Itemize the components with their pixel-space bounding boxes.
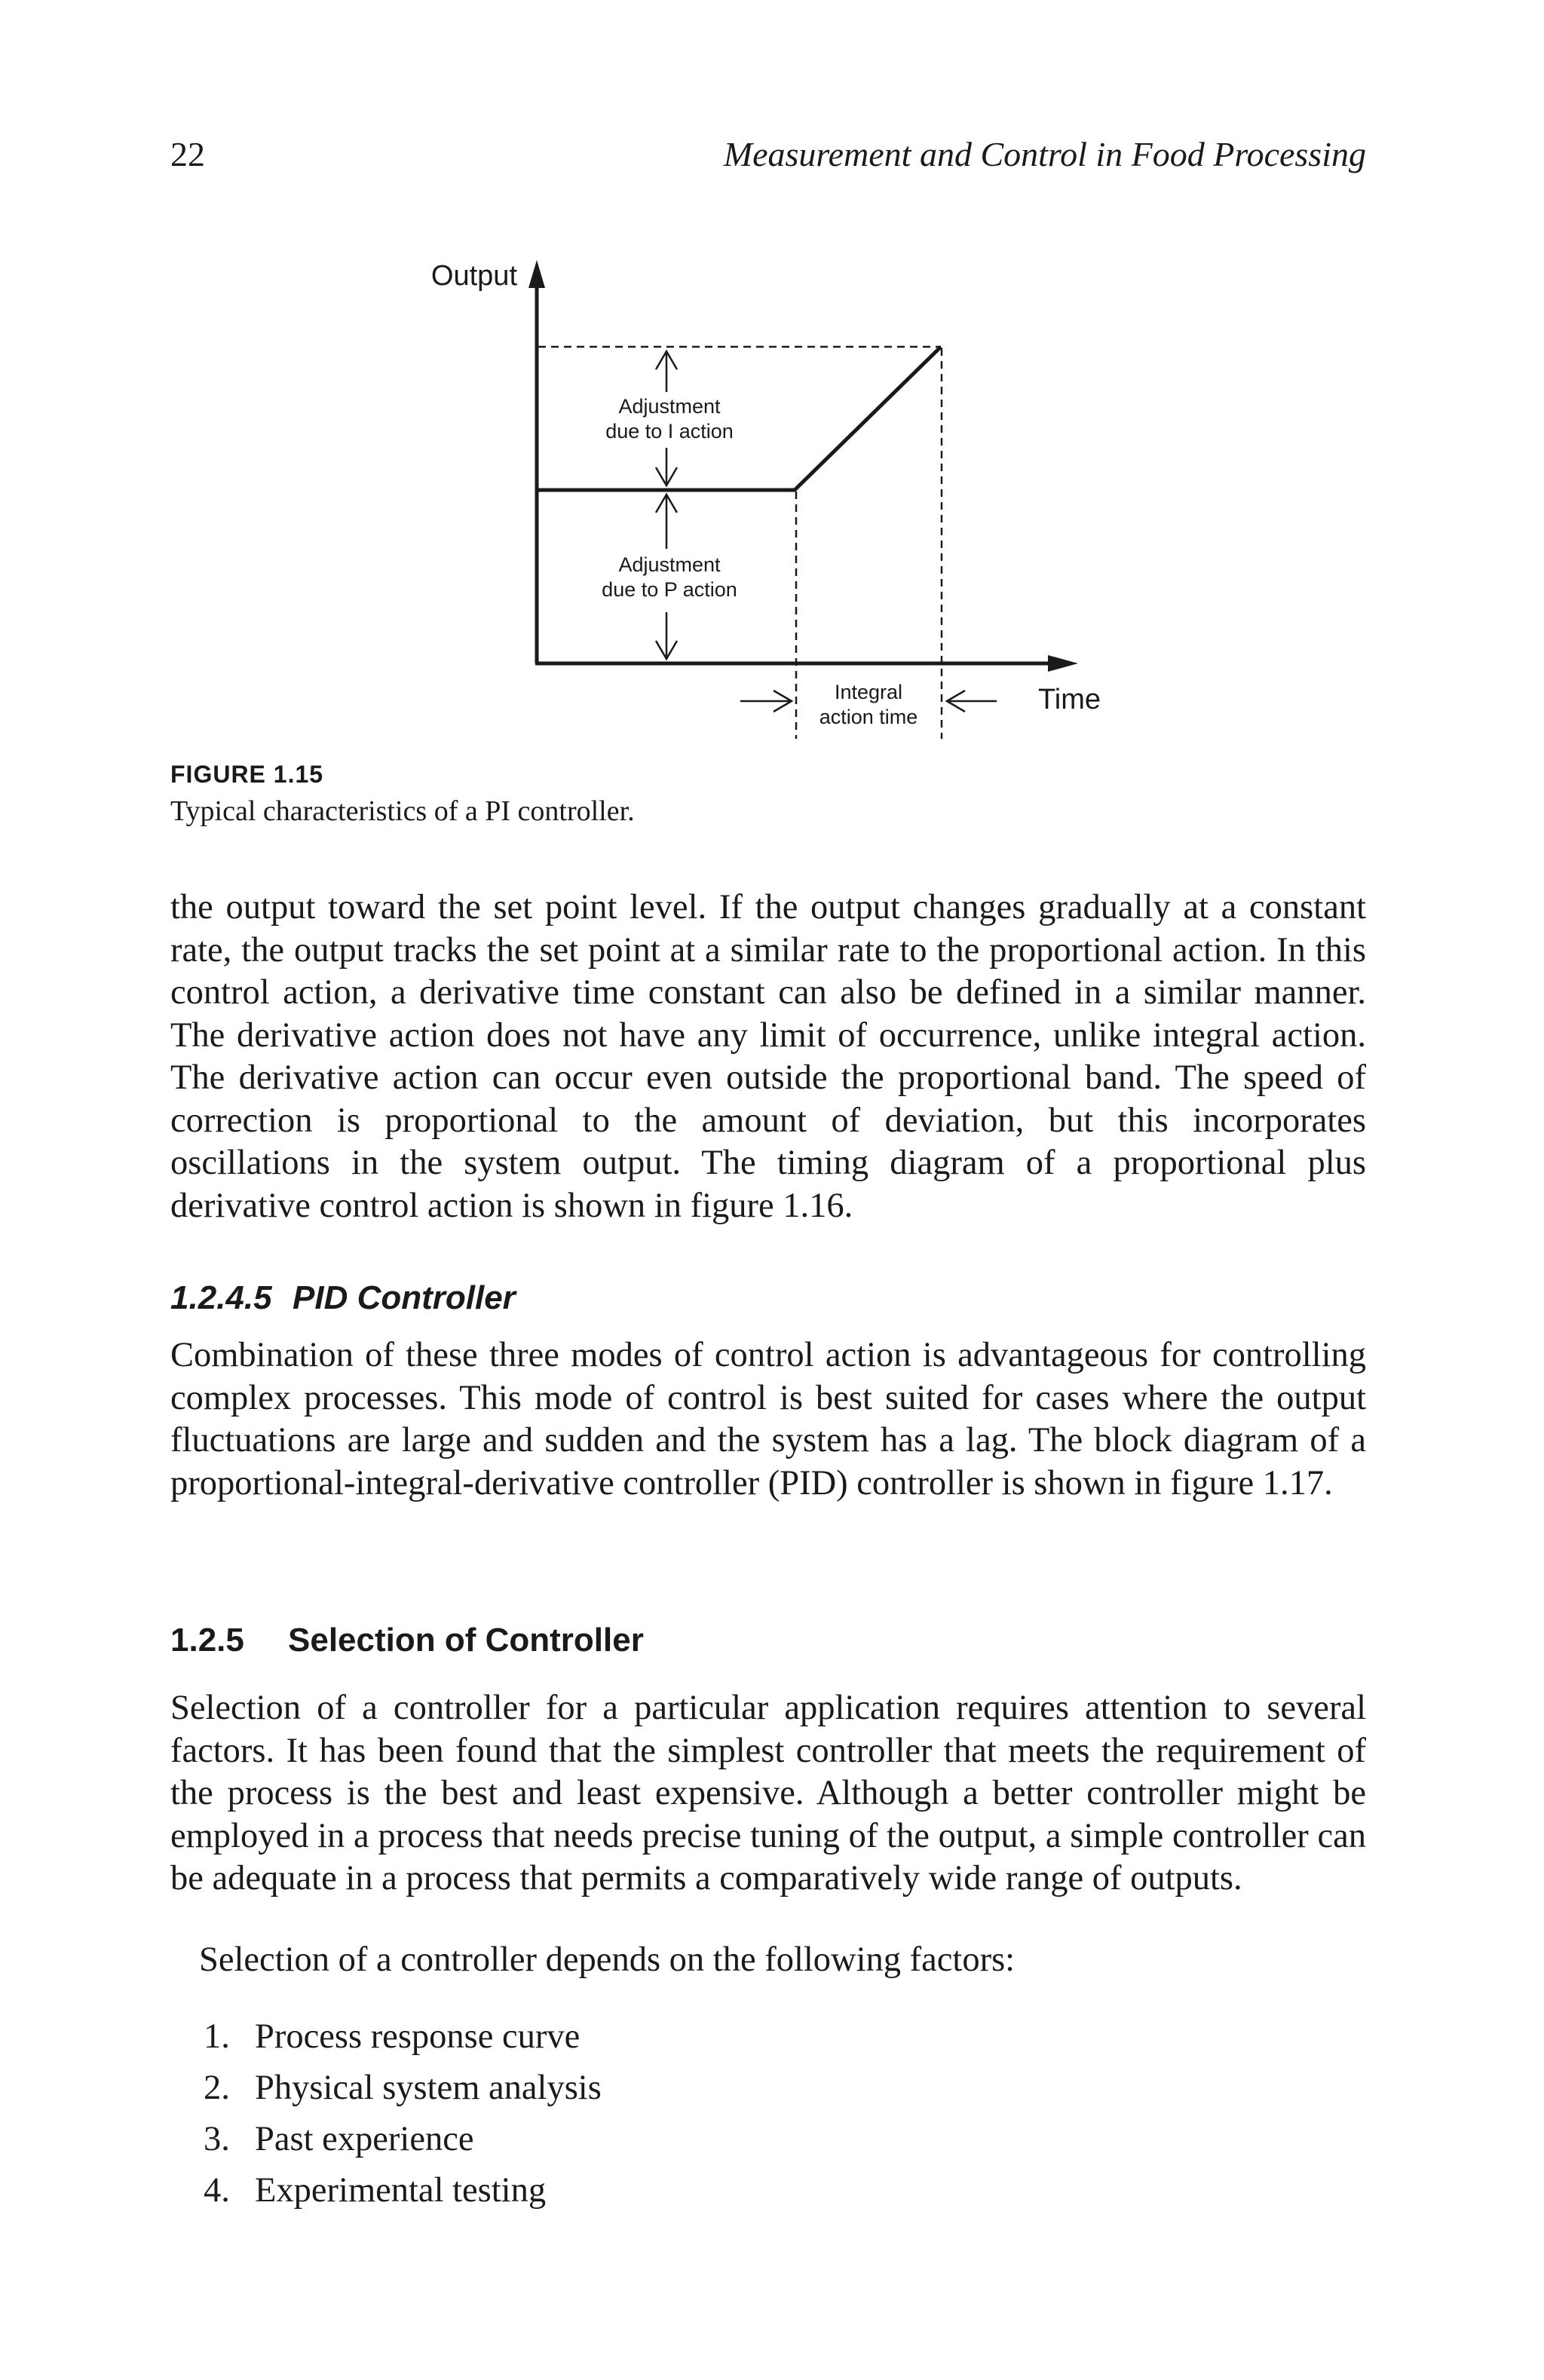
p-action-label-line-2: due to P action: [602, 578, 737, 601]
list-item: [204, 2016, 602, 2067]
figure-caption-text: Typical characteristics of a PI controller.: [170, 795, 635, 827]
integral-time-right-arrow: [740, 691, 792, 712]
list-item-text: Process response curve: [255, 2017, 581, 2056]
list-item-text: Physical system analysis: [255, 2069, 602, 2107]
page-number: 22: [170, 135, 205, 173]
y-axis-label: Output: [430, 260, 517, 292]
list-item-number: 2.: [204, 2069, 230, 2107]
x-axis-label: Time: [1038, 684, 1101, 715]
p-action-label-line-1: Adjustment: [618, 553, 721, 576]
list-item-text: Past experience: [255, 2120, 474, 2158]
running-title: Measurement and Control in Food Processing: [723, 135, 1366, 173]
factor-list: [204, 2016, 602, 2221]
list-item-number: 4.: [204, 2171, 230, 2210]
i-action-down-arrow: [656, 448, 677, 485]
p-action-down-arrow: [656, 612, 677, 659]
list-item: [204, 2170, 602, 2221]
subsection-title: PID Controller: [293, 1279, 516, 1316]
integral-time-left-arrow: [947, 691, 997, 712]
pi-controller-diagram: [0, 0, 1544, 754]
figure-caption: [170, 755, 1366, 829]
x-axis-arrowhead: [1048, 655, 1078, 672]
paragraph-pd-action: the output toward the set point level. If the output changes gradually at a constant rate, the output tracks the set point at a similar rate to the proportional action. In this control action, a derivative time constant can also be defined in a similar manner. The derivative action does not have any limit of occurrence, unlike integral action. The derivative action can occur even outside the proportional band. The speed of correction is proportional to the amount of deviation, but this incorporates oscillations in the system output. The timing diagram of a proportional plus derivative control action is shown in figure 1.16.: [170, 888, 1366, 1225]
subsection-number: 1.2.4.5: [170, 1279, 272, 1316]
i-action-label-line-2: due to I action: [605, 420, 734, 443]
i-action-label-line-1: Adjustment: [618, 395, 721, 418]
integral-time-label-line-2: action time: [819, 706, 918, 728]
figure-pi-controller: [0, 0, 1544, 754]
output-curve: [538, 347, 941, 490]
y-axis-arrowhead: [528, 260, 545, 288]
section-title: Selection of Controller: [288, 1622, 644, 1659]
paragraph-pid: Combination of these three modes of control action is advantageous for controlling complex processes. This mode of control is best suited for cases where the output fluctuations are large and sudden and the system has a lag. The block diagram of a proportional-integral-derivative controller (PID) controller is shown in figure 1.17.: [170, 1336, 1366, 1502]
paragraph-factors-intro: Selection of a controller depends on the following factors:: [199, 1940, 1016, 1979]
figure-caption-label: FIGURE 1.15: [170, 761, 324, 788]
list-item-text: Experimental testing: [255, 2171, 547, 2210]
integral-time-label-line-1: Integral: [834, 681, 903, 703]
list-item: [204, 2118, 602, 2170]
section-number: 1.2.5: [170, 1622, 244, 1659]
subsection-heading: [170, 1277, 516, 1319]
section-heading: [170, 1619, 644, 1662]
paragraph-selection: Selection of a controller for a particular application requires attention to several factors. It has been found that the simplest controller that meets the requirement of the process is the best and least expensive. Although a better controller might be employed in a process that needs precise tuning of the output, a simple controller can be adequate in a process that permits a comparatively wide range of outputs.: [170, 1689, 1366, 1898]
i-action-up-arrow: [656, 351, 677, 392]
list-item-number: 3.: [204, 2120, 230, 2158]
list-item-number: 1.: [204, 2017, 230, 2056]
p-action-up-arrow: [656, 495, 677, 549]
list-item: [204, 2067, 602, 2118]
